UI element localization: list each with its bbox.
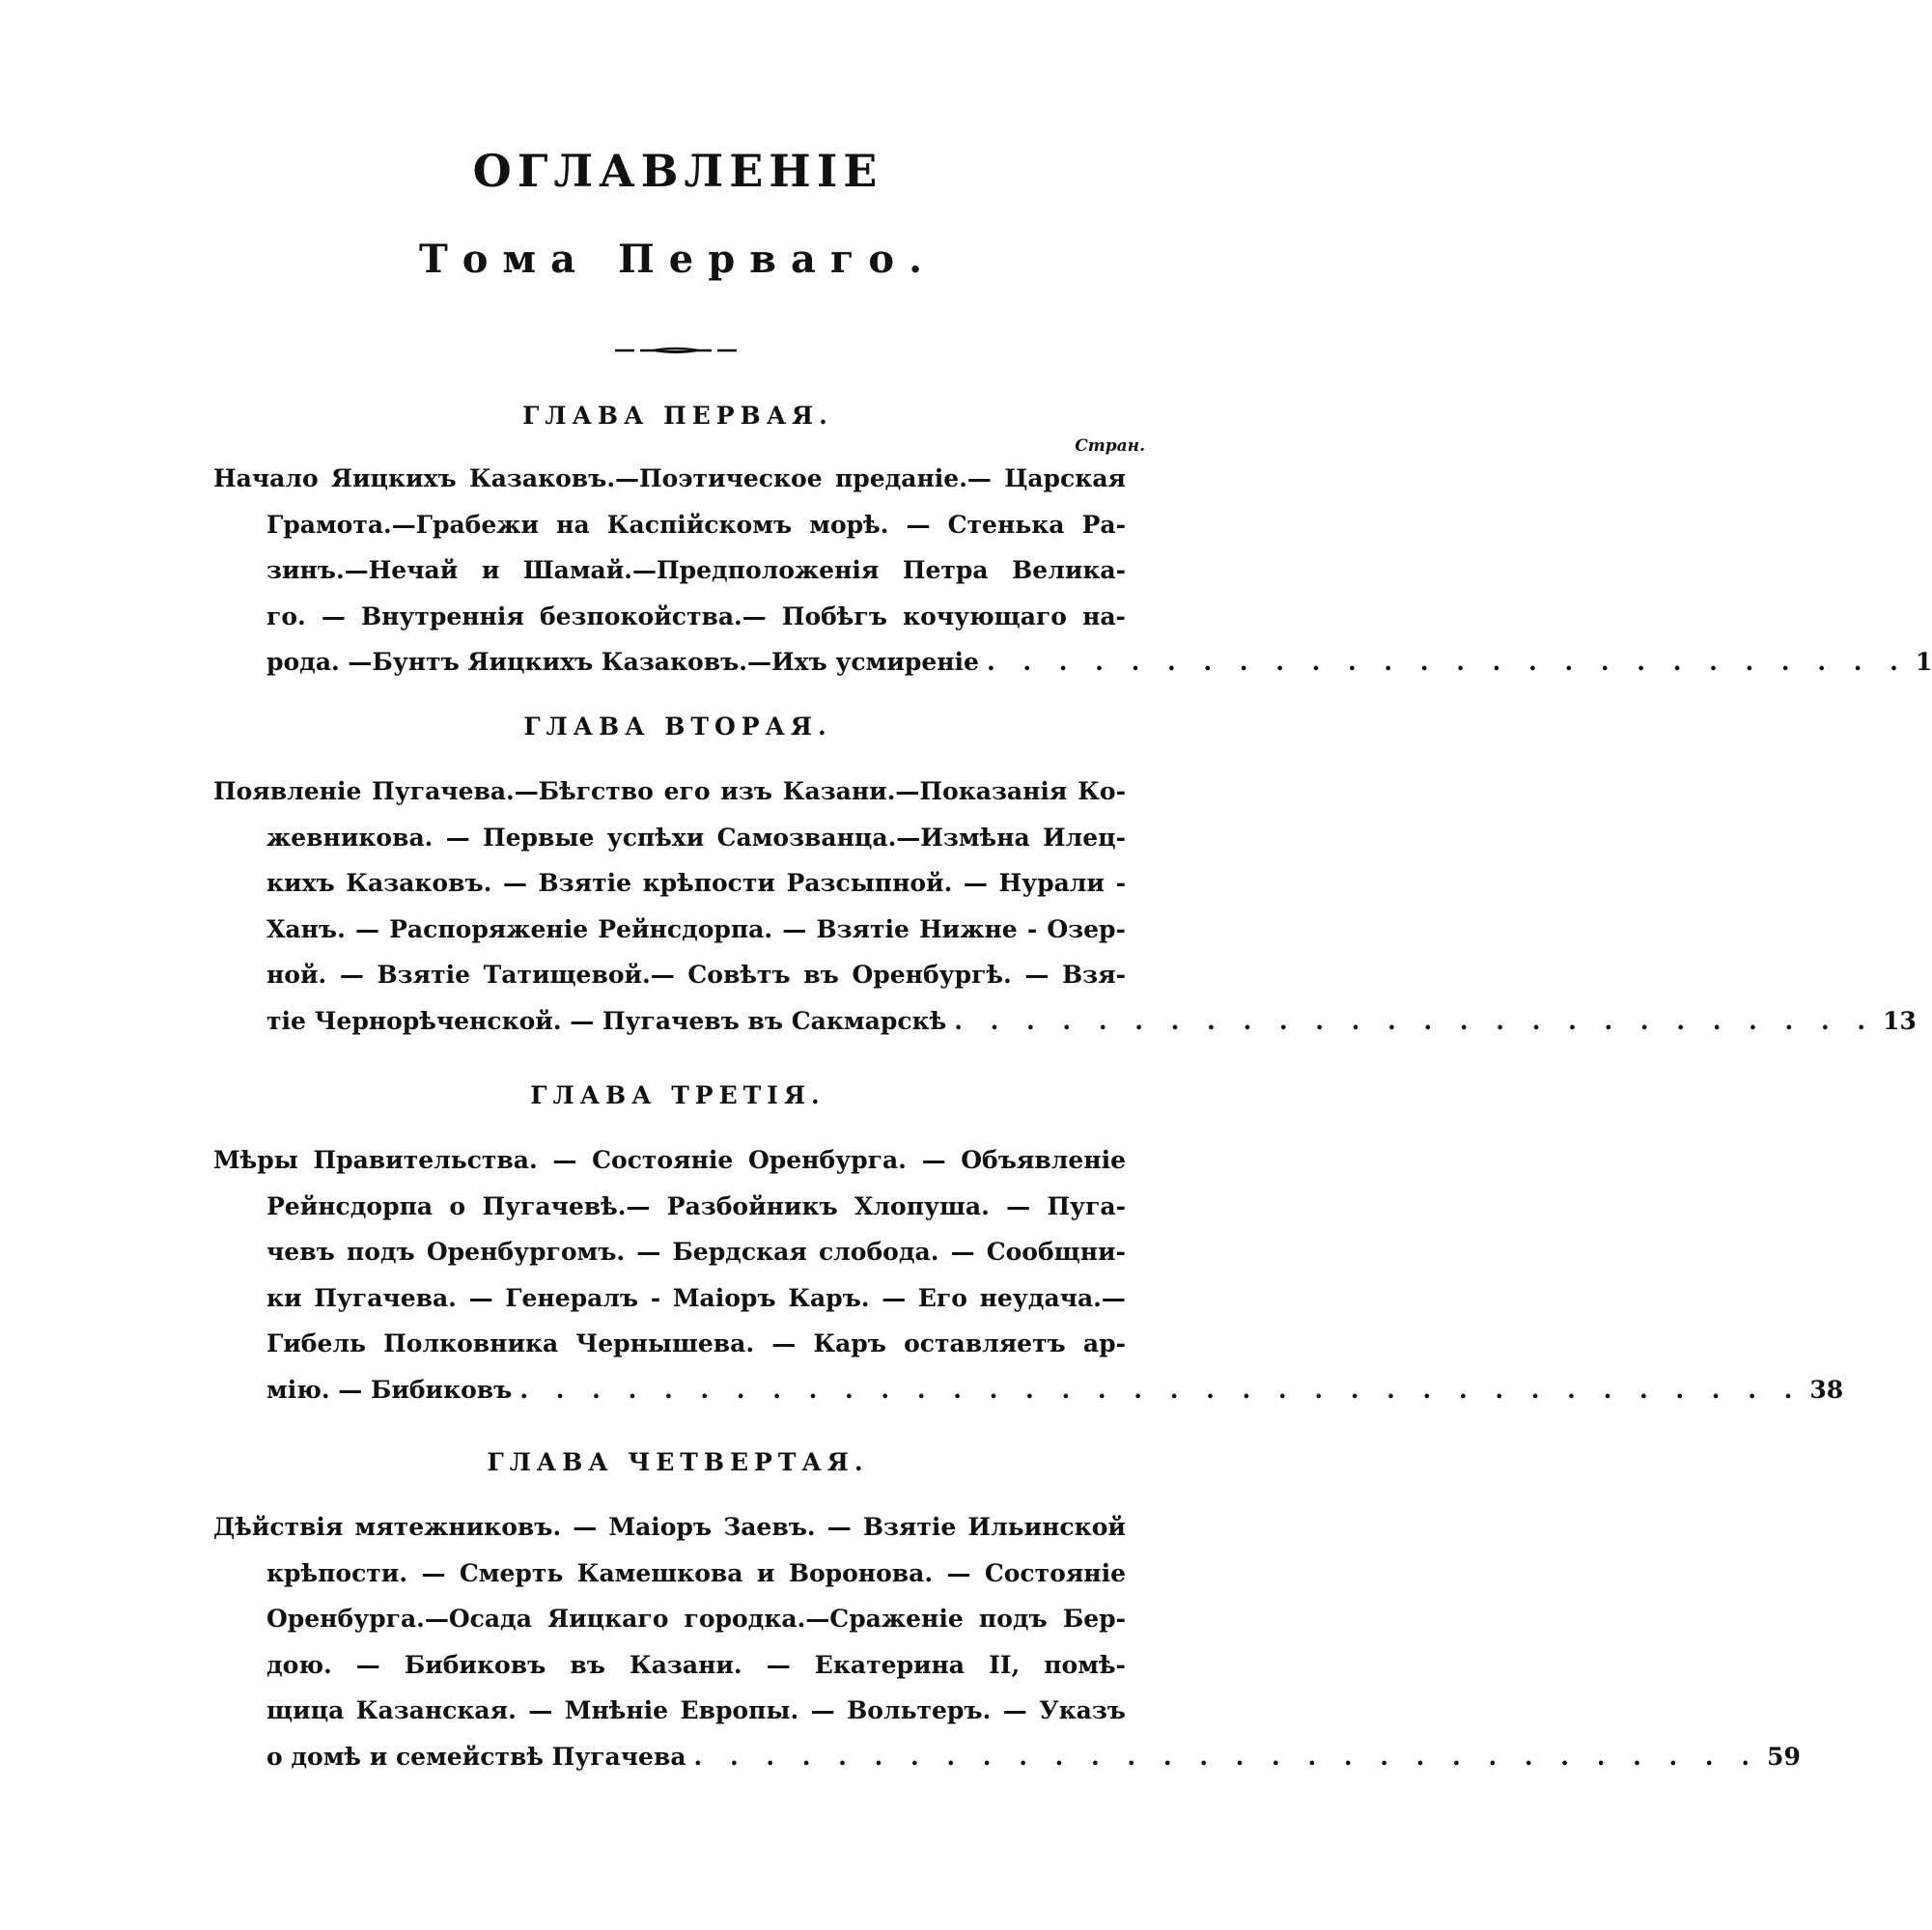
entry-line: Гибель Полковника Чернышева. — Каръ оставляетъ ар- xyxy=(266,1329,1126,1357)
entry-line: Ханъ. — Распоряженіе Рейнсдорпа. — Взятіе Нижне - Озер- xyxy=(266,914,1126,943)
entry-line: мію. — Бибиковъ xyxy=(266,1375,513,1404)
page-number: 13 xyxy=(1883,1006,1917,1035)
entry-line: го. — Внутреннія безпокойства.— Побѣгъ кочующаго на- xyxy=(266,601,1126,630)
page-number: 59 xyxy=(1767,1742,1801,1771)
entry-last-line xyxy=(213,639,1932,685)
page-title: ОГЛАВЛЕНІЕ xyxy=(472,145,883,197)
chapter-heading: ГЛАВА ТРЕТІЯ. xyxy=(530,1081,826,1109)
page-number: 38 xyxy=(1809,1375,1844,1404)
entry-line: Появленіе Пугачева.—Бѣгство его изъ Казани.—Показанія Ко- xyxy=(213,777,1126,805)
toc-entry xyxy=(213,456,1932,685)
entry-last-line xyxy=(213,998,1917,1045)
entry-line: Дѣйствія мятежниковъ. — Маіоръ Заевъ. — Взятіе Ильинской xyxy=(213,1513,1126,1541)
entry-line: крѣпости. — Смерть Камешкова и Воронова. — Состояніе xyxy=(266,1558,1126,1587)
entry-line: Мѣры Правительства. — Состояніе Оренбурга. — Объявленіе xyxy=(213,1146,1126,1174)
entry-line: ной. — Взятіе Татищевой.— Совѣтъ въ Оренбургѣ. — Взя- xyxy=(266,961,1126,989)
page-subtitle: Тома Перваго. xyxy=(418,237,938,282)
entry-line: дою. — Бибиковъ въ Казани. — Екатерина II, помѣ- xyxy=(266,1650,1126,1679)
dot-leader: . . . . . . . . . . . . . . . . . . . . . . . . . . . . . . . . . . . . xyxy=(519,1375,1803,1404)
entry-line: ки Пугачева. — Генералъ - Маіоръ Каръ. — Его неудача.— xyxy=(266,1283,1126,1312)
ornament-rule xyxy=(615,347,737,354)
entry-last-line xyxy=(213,1734,1801,1780)
entry-line: Рейнсдорпа о Пугачевѣ.— Разбойникъ Хлопуша. — Пуга- xyxy=(266,1191,1126,1220)
entry-line: кихъ Казаковъ. — Взятіе крѣпости Разсыпной. — Нурали - xyxy=(266,869,1126,897)
entry-line: рода. —Бунтъ Яицкихъ Казаковъ.—Ихъ усмиреніе xyxy=(266,648,979,676)
page-number: 1 xyxy=(1915,648,1932,676)
entry-line: Грамота.—Грабежи на Каспійскомъ морѣ. — Стенька Ра- xyxy=(266,510,1126,539)
toc-entry xyxy=(213,1137,1844,1413)
dot-leader: . . . . . . . . . . . . . . . . . . . . . . . . . . xyxy=(986,648,1908,676)
entry-line: тіе Чернорѣченской. — Пугачевъ въ Сакмарскѣ xyxy=(266,1006,947,1035)
entry-line: о домѣ и семействѣ Пугачева xyxy=(266,1742,686,1771)
entry-line: жевникова. — Первые успѣхи Самозванца.—Измѣна Илец- xyxy=(266,823,1126,852)
chapter-heading: ГЛАВА ПЕРВАЯ. xyxy=(522,402,833,430)
chapter-heading: ГЛАВА ВТОРАЯ. xyxy=(523,713,832,741)
dot-leader: . . . . . . . . . . . . . . . . . . . . . . . . . . xyxy=(954,1006,1876,1035)
entry-line: Начало Яицкихъ Казаковъ.—Поэтическое преданіе.— Царская xyxy=(213,464,1126,492)
entry-line: щица Казанская. — Мнѣніе Европы. — Вольтеръ. — Указъ xyxy=(266,1696,1126,1724)
toc-entry xyxy=(213,1504,1801,1779)
entry-line: зинъ.—Нечай и Шамай.—Предположенія Петра Велика- xyxy=(266,556,1126,584)
toc-entry xyxy=(213,769,1917,1044)
page-column-label: Стран. xyxy=(1075,436,1145,456)
chapter-heading: ГЛАВА ЧЕТВЕРТАЯ. xyxy=(487,1448,869,1476)
entry-last-line xyxy=(213,1367,1844,1413)
entry-line: чевъ подъ Оренбургомъ. — Бердская слобода. — Сообщни- xyxy=(266,1238,1126,1266)
dot-leader: . . . . . . . . . . . . . . . . . . . . . . . . . . . . . . xyxy=(693,1742,1760,1771)
entry-line: Оренбурга.—Осада Яицкаго городка.—Сраженіе подъ Бер- xyxy=(266,1605,1126,1633)
